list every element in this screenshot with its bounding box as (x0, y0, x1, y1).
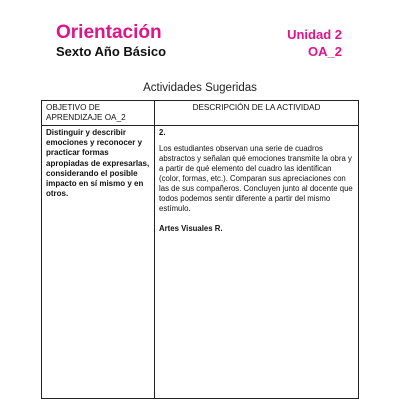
unit-label: Unidad 2 (287, 27, 342, 42)
activities-table (41, 100, 359, 399)
section-title: Actividades Sugeridas (143, 82, 257, 94)
page-subtitle: Sexto Año Básico (56, 44, 167, 59)
activity-description: Los estudiantes observan una serie de cuadros abstractos y señalan qué emociones transmite la obra y a partir de qué elemento del cuadro las identifican (color, formas, etc.). Comparan sus apreciaciones con las de sus compañeros. Concluyen junto al docente que todos podemos sentir diferente a partir del mismo estímulo. (159, 144, 353, 213)
objective-cell: Distinguir y describir emociones y reconocer y practicar formas apropiadas de expresarlas, considerando el posible impacto en sí mismo y en otros. (42, 126, 155, 399)
description-column-header: DESCRIPCIÓN DE LA ACTIVIDAD (155, 101, 359, 126)
oa-label: OA_2 (308, 44, 342, 59)
description-cell (155, 126, 359, 399)
page-title: Orientación (56, 22, 162, 43)
table-header-row (42, 101, 359, 126)
objective-column-header: OBJETIVO DE APRENDIZAJE OA_2 (42, 101, 155, 126)
activity-reference: Artes Visuales R. (159, 224, 223, 233)
table-row (42, 126, 359, 399)
activity-number: 2. (159, 128, 166, 137)
